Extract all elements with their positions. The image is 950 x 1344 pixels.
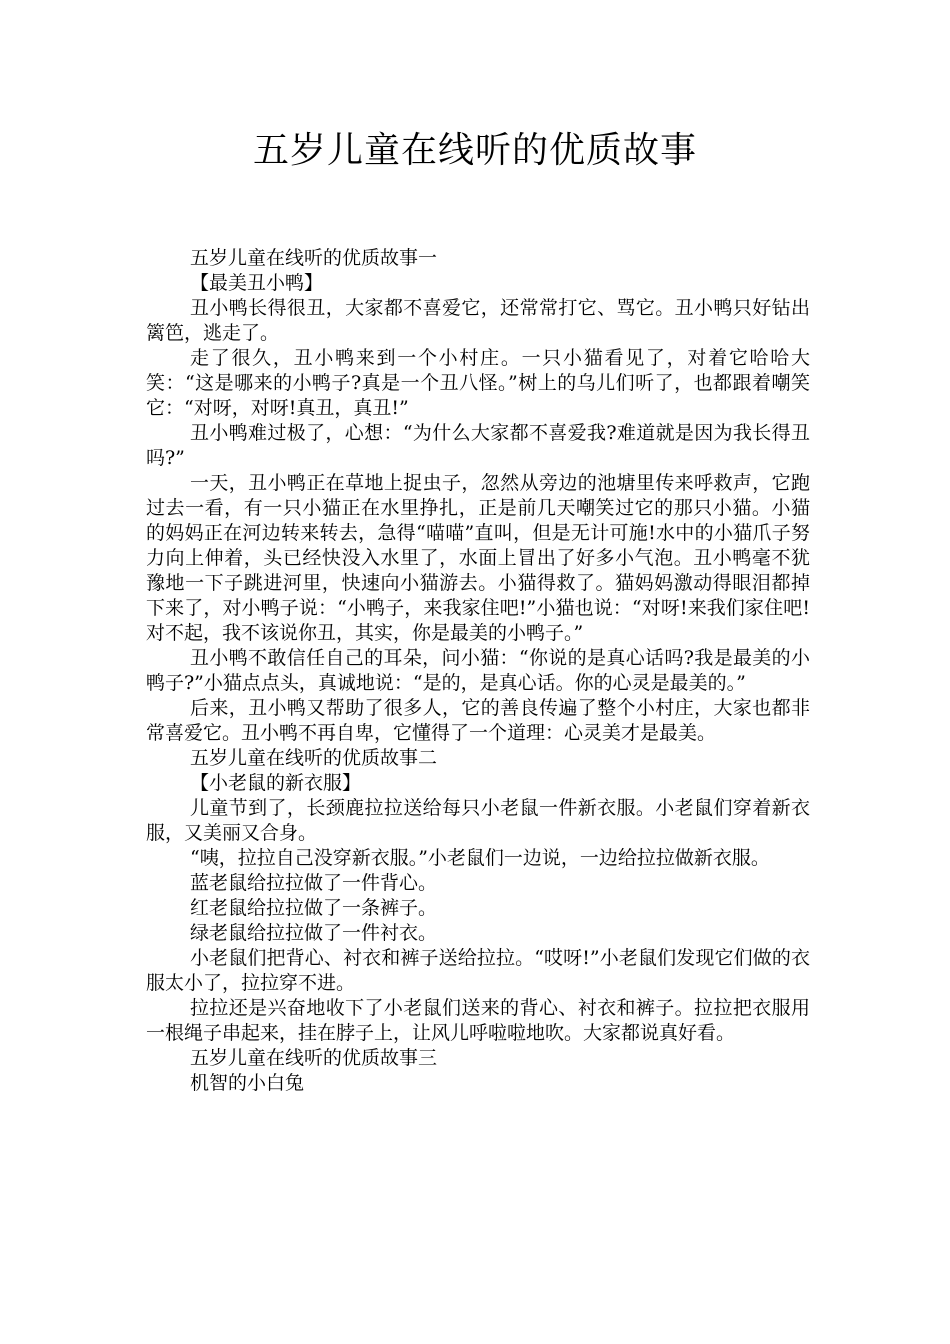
paragraph: 拉拉还是兴奋地收下了小老鼠们送来的背心、衬衣和裤子。拉拉把衣服用一根绳子串起来，挂在脖子上，让风儿呼啦啦地吹。大家都说真好看。 xyxy=(146,997,810,1044)
paragraph: 丑小鸭长得很丑，大家都不喜爱它，还常常打它、骂它。丑小鸭只好钻出篱笆，逃走了。 xyxy=(146,297,810,344)
document-title: 五岁儿童在线听的优质故事 xyxy=(252,130,697,171)
paragraph: 红老鼠给拉拉做了一条裤子。 xyxy=(190,897,438,919)
section-heading: 五岁儿童在线听的优质故事一 xyxy=(190,247,438,269)
paragraph: 后来，丑小鸭又帮助了很多人，它的善良传遍了整个小村庄，大家也都非常喜爱它。丑小鸭不再自卑，它懂得了一个道理：心灵美才是最美。 xyxy=(146,697,810,744)
paragraph: 绿老鼠给拉拉做了一件衬衣。 xyxy=(190,922,438,944)
section-heading: 五岁儿童在线听的优质故事三 xyxy=(190,1047,438,1069)
paragraph: 一天，丑小鸭正在草地上捉虫子，忽然从旁边的池塘里传来呼救声，它跑过去一看，有一只小猫正在水里挣扎，正是前几天嘲笑过它的那只小猫。小猫的妈妈正在河边转来转去，急得“喵喵”直叫，但是无计可施!水中的小猫爪子努力向上伸着，头已经快没入水里了，水面上冒出了好多小气泡。丑小鸭毫不犹豫地一下子跳进河里，快速向小猫游去。小猫得救了。猫妈妈激动得眼泪都掉下来了，对小鸭子说：“小鸭子，来我家住吧!”小猫也说：“对呀!来我们家住吧!对不起，我不该说你丑，其实，你是最美的小鸭子。” xyxy=(146,472,810,644)
document-body xyxy=(146,246,810,1096)
story-title: 【小老鼠的新衣服】 xyxy=(190,772,362,794)
paragraph: 走了很久，丑小鸭来到一个小村庄。一只小猫看见了，对着它哈哈大笑：“这是哪来的小鸭子?真是一个丑八怪。”树上的乌儿们听了，也都跟着嘲笑它：“对呀，对呀!真丑，真丑!” xyxy=(146,347,810,419)
paragraph: 丑小鸭不敢信任自己的耳朵，问小猫：“你说的是真心话吗?我是最美的小鸭子?”小猫点点头，真诚地说：“是的，是真心话。你的心灵是最美的。” xyxy=(146,647,810,694)
paragraph: 丑小鸭难过极了，心想：“为什么大家都不喜爱我?难道就是因为我长得丑吗?” xyxy=(146,422,810,469)
paragraph: “咦，拉拉自己没穿新衣服。”小老鼠们一边说，一边给拉拉做新衣服。 xyxy=(190,847,770,869)
story-title: 【最美丑小鸭】 xyxy=(190,272,324,294)
paragraph: 蓝老鼠给拉拉做了一件背心。 xyxy=(190,872,438,894)
paragraph: 儿童节到了，长颈鹿拉拉送给每只小老鼠一件新衣服。小老鼠们穿着新衣服，又美丽又合身。 xyxy=(146,797,810,844)
story-title: 机智的小白兔 xyxy=(190,1072,305,1094)
paragraph: 小老鼠们把背心、衬衣和裤子送给拉拉。“哎呀!”小老鼠们发现它们做的衣服太小了，拉拉穿不进。 xyxy=(146,947,810,994)
section-heading: 五岁儿童在线听的优质故事二 xyxy=(190,747,438,769)
